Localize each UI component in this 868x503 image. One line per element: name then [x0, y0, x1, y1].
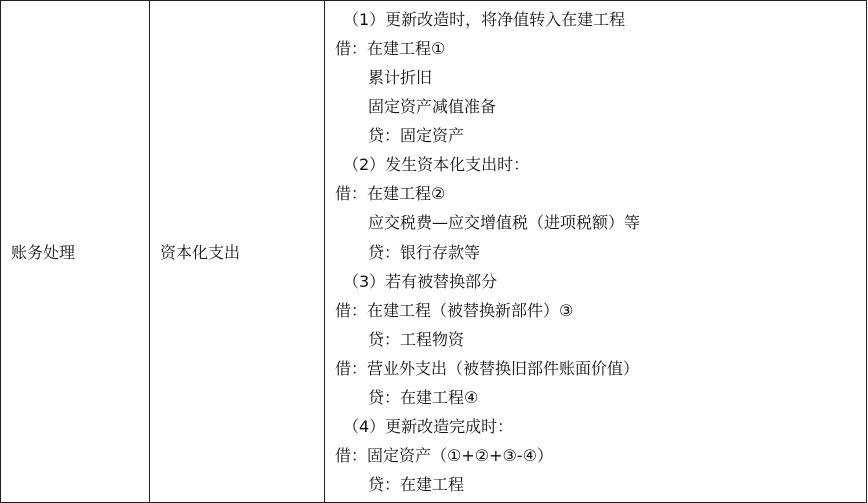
- journal-line: 借：营业外支出（被替换旧部件账面价值）: [335, 358, 640, 378]
- journal-line: 固定资产减值准备: [368, 97, 497, 117]
- table-row: [1, 1, 867, 503]
- journal-line: 贷：银行存款等: [368, 242, 481, 262]
- journal-line: （2）发生资本化支出时：: [343, 155, 530, 175]
- journal-line: 贷：工程物资: [368, 329, 465, 349]
- journal-line: 借：在建工程②: [335, 184, 446, 204]
- journal-line: （4）更新改造完成时：: [343, 416, 514, 436]
- journal-line: 借：在建工程（被替换新部件）③: [335, 300, 574, 320]
- journal-line: （1）更新改造时，将净值转入在建工程: [343, 10, 626, 29]
- journal-line: 借：固定资产（①+②+③-④）: [335, 445, 553, 465]
- journal-line: 应交税费—应交增值税（进项税额）等: [368, 213, 641, 233]
- journal-entries-list: [325, 1, 866, 502]
- category-cell: [1, 1, 150, 503]
- journal-line: （3）若有被替换部分: [343, 271, 498, 291]
- journal-line: 借：在建工程①: [335, 39, 446, 59]
- journal-line: 贷：在建工程④: [368, 387, 479, 407]
- subcategory-label: 资本化支出: [160, 243, 241, 262]
- journal-line: 累计折旧: [368, 68, 433, 88]
- journal-line: 贷：固定资产: [368, 126, 465, 146]
- category-label: 账务处理: [11, 243, 76, 262]
- journal-entries-cell: [325, 1, 867, 503]
- subcategory-cell: [150, 1, 325, 503]
- journal-line: 贷：在建工程: [368, 475, 465, 494]
